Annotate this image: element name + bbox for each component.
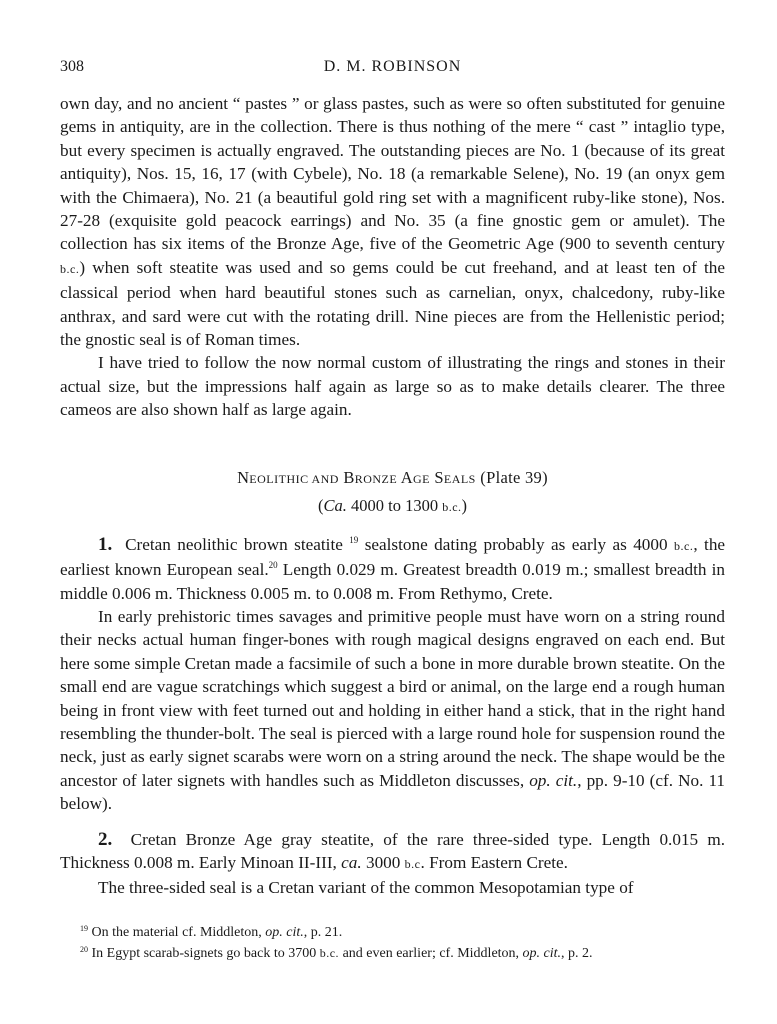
entry-text: Cretan Bronze Age gray steatite, of the rare three-sided type. Length 0.015 m. Thickness 0.008 m. Early Minoan II-III, bbox=[60, 829, 725, 872]
era-abbrev: b.c. bbox=[442, 499, 462, 514]
footnote-ref-19[interactable]: 19 bbox=[349, 534, 359, 545]
entry-text: . From Eastern Crete. bbox=[420, 852, 568, 872]
entry-text: Length 0.029 m. Greatest breadth 0.019 m.; smallest breadth in middle 0.006 m. Thickness 0.005 m. to 0.008 m. From Rethymo, Crete. bbox=[60, 560, 725, 603]
footnote-ref-20[interactable]: 20 bbox=[268, 560, 278, 571]
footnotes bbox=[80, 923, 725, 964]
footnote-19 bbox=[80, 923, 725, 943]
entry-2 bbox=[60, 828, 725, 877]
heading-sc: GE bbox=[412, 471, 430, 486]
footnote-text: On the material cf. Middleton, bbox=[91, 925, 262, 940]
heading-cap: N bbox=[237, 467, 250, 487]
section-dates bbox=[60, 492, 725, 521]
heading-sc: EALS bbox=[443, 471, 476, 486]
commentary-text: In early prehistoric times savages and primitive people must have worn on a string round their necks actual human finger-bones with rough magical designs engraved on each end. But here some simple Cretan made a facsimile of such a bone in more durable brown steatite. On the small end are vague scratchings which suggest a bird or animal, on the large end a rough human being in front view with feet turned out and holding in either hand a stick, that in the right hand resembling the thunder-bolt. The seal is pierced with a large round hole for suspension round the neck, just as early signet scarabs were worn on a string around the neck. The shape would be the ancestor of later signets with handles such as Middleton discusses, bbox=[60, 606, 725, 790]
entry-text: 3000 bbox=[365, 852, 401, 872]
running-title: D. M. ROBINSON bbox=[323, 58, 462, 75]
op-cit: op. cit. bbox=[265, 925, 304, 940]
entry-number: 1. bbox=[98, 533, 113, 555]
date-range: 4000 to 1300 bbox=[350, 495, 439, 515]
op-cit: op. cit. bbox=[529, 770, 578, 790]
entry-number: 2. bbox=[98, 828, 113, 850]
entry-text: sealstone dating probably as early as 4000 bbox=[364, 534, 668, 554]
intro-paragraph-2: I have tried to follow the now normal custom of illustrating the rings and stones in their actual size, but the impressions half again as large so as to make details clearer. The three cameos are also shown half as large again. bbox=[60, 353, 725, 420]
entry-1 bbox=[60, 533, 725, 605]
op-cit: op. cit. bbox=[522, 946, 562, 961]
era-abbrev: b.c. bbox=[319, 946, 340, 960]
plate-reference: (Plate 39) bbox=[480, 467, 548, 487]
footnote-20 bbox=[80, 943, 725, 964]
heading-cap: B bbox=[343, 467, 355, 487]
footnote-text: and even earlier; cf. Middleton, bbox=[342, 946, 520, 961]
intro-text-end: ) when soft steatite was used and so gems could be cut freehand, and at least ten of the classical period when hard beautiful stones such as carnelian, onyx, chalcedony, ruby-like anthrax, and sard were cut with the rotating drill. Nine pieces are from the Hellenistic period; the gnostic seal is of Roman times. bbox=[60, 257, 725, 350]
paren: ( bbox=[317, 495, 324, 515]
page-number: 308 bbox=[60, 58, 84, 75]
heading-sc: EOLITHIC AND bbox=[249, 471, 339, 486]
era-abbrev: b.c. bbox=[60, 261, 80, 276]
entry-1-commentary bbox=[60, 605, 725, 816]
heading-cap: A bbox=[400, 467, 413, 487]
running-head bbox=[60, 58, 725, 80]
heading-cap: S bbox=[434, 467, 444, 487]
entry-text: , the earliest known European seal. bbox=[60, 534, 726, 580]
footnote-text: , p. 21. bbox=[303, 925, 343, 940]
era-abbrev: b.c. bbox=[674, 538, 694, 553]
intro-paragraph-1 bbox=[60, 92, 725, 351]
era-abbrev: b.c bbox=[404, 856, 421, 871]
footnote-mark: 19 bbox=[80, 924, 88, 933]
footnote-text: In Egypt scarab-signets go back to 3700 bbox=[91, 946, 317, 961]
circa: Ca. bbox=[323, 495, 347, 515]
footnote-mark: 20 bbox=[80, 945, 88, 954]
paren: ) bbox=[461, 495, 468, 515]
entry-text: Cretan neolithic brown steatite bbox=[125, 534, 343, 554]
section-heading bbox=[60, 465, 725, 492]
entry-2-commentary: The three-sided seal is a Cretan variant of the common Mesopotamian type of bbox=[98, 878, 634, 898]
commentary-text: , pp. 9-10 (cf. No. 11 below). bbox=[60, 770, 726, 814]
heading-sc: RONZE bbox=[354, 471, 398, 486]
footnote-text: , p. 2. bbox=[561, 946, 593, 961]
circa: ca. bbox=[341, 852, 362, 872]
intro-text: own day, and no ancient “ pastes ” or glass pastes, such as were so often substituted for genuine gems in antiquity, are in the collection. There is thus nothing of the mere “ cast ” intaglio type, but every specimen is actually engraved. The outstanding pieces are No. 1 (because of its great antiquity), Nos. 15, 16, 17 (with Cybele), No. 18 (a remarkable Selene), No. 19 (an onyx gem with the Chimaera), No. 21 (a beautiful gold ring set with a magnificent ruby-like stone), Nos. 27-28 (exquisite gold peacock earrings) and No. 35 (a fine gnostic gem or amulet). The collection has six items of the Bronze Age, five of the Geometric Age (900 to seventh century bbox=[60, 94, 725, 254]
body-text bbox=[60, 92, 725, 900]
